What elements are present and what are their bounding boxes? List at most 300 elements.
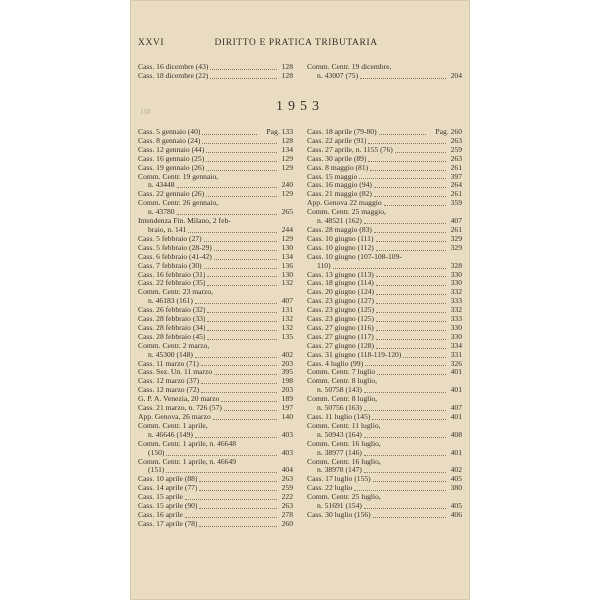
dot-leader — [404, 259, 446, 260]
entry-citation: Cass. 22 febbraio (35) — [138, 279, 206, 288]
dot-leader — [403, 356, 446, 358]
entry-citation: Intendenza Fin. Milano, 2 feb- — [138, 217, 231, 226]
index-entry — [307, 484, 462, 493]
entry-citation: Cass. 12 marzo (37) — [138, 377, 200, 386]
entry-citation: Comm. Centr. 8 luglio, — [307, 377, 378, 386]
index-entry — [307, 72, 462, 81]
dot-leader — [210, 428, 277, 429]
index-entry — [138, 458, 293, 467]
entry-page-number: 403 — [281, 429, 293, 439]
dot-leader — [201, 391, 277, 393]
entry-citation: n. 38978 (147) — [317, 466, 362, 475]
index-entry — [138, 128, 293, 137]
top-right-column — [307, 63, 462, 81]
dot-leader — [376, 240, 446, 242]
entry-citation: Cass. 16 febbraio (31) — [138, 270, 206, 279]
entry-citation: Cass. 27 giugno (117) — [307, 332, 374, 341]
index-entry — [307, 253, 462, 262]
entry-citation: Cass. 6 febbraio (41-42) — [138, 252, 212, 261]
dot-leader — [207, 275, 277, 277]
entry-page-number: 359 — [450, 198, 462, 208]
entry-citation: Cass. 23 giugno (125) — [307, 315, 375, 324]
dot-leader — [377, 373, 446, 375]
index-entry — [307, 217, 462, 226]
dot-leader — [211, 348, 277, 349]
index-entry — [307, 377, 462, 386]
dot-leader — [214, 249, 277, 251]
index-entry — [138, 63, 293, 72]
dot-leader — [373, 480, 446, 482]
entry-citation: n. 43007 (75) — [317, 71, 359, 80]
entry-page-number: 263 — [450, 153, 462, 163]
entry-citation: Cass. 4 luglio (99) — [307, 359, 364, 368]
dot-leader — [368, 160, 446, 162]
entry-page-number: Pag. 133 — [266, 127, 293, 136]
entry-citation: Comm. Centr. 25 luglio, — [307, 493, 381, 502]
entry-citation: n. 46646 (149) — [148, 430, 193, 439]
entry-citation: Cass. 18 dicembre (22) — [138, 71, 209, 80]
index-entry — [307, 404, 462, 413]
entry-citation: n. 43448 — [148, 181, 175, 190]
entry-citation: Cass. 14 aprile (77) — [138, 484, 198, 493]
index-entry — [307, 440, 462, 449]
entry-citation: Comm. Centr. 25 maggio, — [307, 208, 386, 217]
entry-page-number: 401 — [450, 385, 462, 395]
entry-citation: Cass. 15 aprile (90) — [138, 502, 198, 511]
entry-page-number: 132 — [281, 322, 293, 332]
index-entry — [138, 164, 293, 173]
entry-citation: Cass. 28 febbraio (33) — [138, 315, 206, 324]
entry-citation: Cass. 16 gennaio (25) — [138, 154, 205, 163]
entry-page-number: 331 — [450, 349, 462, 359]
dot-leader — [376, 311, 446, 313]
entry-page-number: 204 — [450, 70, 462, 80]
entry-citation: App. Genova 22 maggio — [307, 199, 382, 208]
entry-page-number: 197 — [281, 403, 293, 413]
entry-page-number: 263 — [281, 474, 293, 484]
dot-leader — [376, 275, 446, 277]
index-entry — [307, 449, 462, 458]
index-entry — [307, 458, 462, 467]
index-entry — [138, 422, 293, 431]
page-header — [138, 38, 462, 48]
entry-page-number: 240 — [281, 180, 293, 190]
entry-citation: Comm. Centr. 26 gennaio, — [138, 199, 219, 208]
entry-citation: Comm. Centr. 19 gennaio, — [138, 172, 219, 181]
dot-leader — [185, 498, 277, 500]
index-entry — [307, 351, 462, 360]
entry-citation: Cass. 30 aprile (89) — [307, 154, 367, 163]
dot-leader — [206, 195, 277, 197]
entry-citation: Cass. 16 aprile — [138, 510, 183, 519]
index-entry — [307, 279, 462, 288]
entry-citation: Cass. 10 giugno (112) — [307, 243, 374, 252]
dot-leader — [224, 409, 277, 411]
index-entry — [138, 199, 293, 208]
index-entry — [307, 360, 462, 369]
dot-leader — [185, 516, 277, 518]
running-title: DIRITTO E PRATICA TRIBUTARIA — [214, 38, 378, 48]
entry-page-number: 259 — [450, 144, 462, 154]
index-entry — [138, 297, 293, 306]
entry-citation: App. Genova, 26 marzo — [138, 413, 211, 421]
dot-leader — [376, 320, 446, 322]
index-entry — [307, 164, 462, 173]
entry-page-number: 129 — [281, 162, 293, 172]
entry-citation: Cass. 23 giugno (127) — [307, 297, 375, 306]
index-entry — [307, 475, 462, 484]
entry-citation: Comm. Centr. 1 aprile, n. 46649 — [138, 457, 237, 466]
dot-leader — [207, 338, 277, 340]
entry-citation: Comm. Centr. 23 marzo, — [138, 288, 214, 297]
dot-leader — [195, 302, 277, 304]
entry-citation: Cass. 28 febbraio (45) — [138, 332, 206, 341]
dot-leader — [166, 454, 277, 456]
entry-page-number: 401 — [450, 367, 462, 377]
entry-page-number: Pag. 260 — [435, 127, 462, 136]
dot-leader — [376, 338, 446, 340]
dot-leader — [379, 383, 446, 384]
entry-page-number: 129 — [281, 189, 293, 199]
index-entry — [307, 413, 462, 422]
entry-page-number: 401 — [450, 412, 462, 421]
dot-leader — [188, 231, 277, 233]
entry-citation: Cass. 15 aprile — [138, 493, 183, 502]
entry-citation: Cass. 23 giugno (125) — [307, 306, 375, 315]
dot-leader — [368, 142, 446, 144]
entry-citation: Cass. 28 febbraio (34) — [138, 323, 206, 332]
entry-citation: Cass. 22 aprile (91) — [307, 136, 367, 145]
entry-page-number: 330 — [450, 331, 462, 341]
index-entry — [307, 502, 462, 511]
entry-page-number: 134 — [281, 144, 293, 154]
entry-page-number: 198 — [281, 376, 293, 386]
dot-leader — [199, 525, 277, 527]
entry-citation: Comm. Centr. 16 luglio, — [307, 457, 381, 466]
dot-leader — [199, 480, 277, 482]
entry-page-number: 130 — [281, 242, 293, 252]
index-entry — [307, 235, 462, 244]
entry-citation: Cass. 18 giugno (114) — [307, 279, 374, 288]
index-entry — [138, 155, 293, 164]
margin-mark: 150 — [140, 108, 151, 116]
entry-page-number: 130 — [281, 269, 293, 279]
entry-citation: G. P. A. Venezia, 20 marzo — [138, 395, 220, 404]
entry-citation: Comm. Centr. 16 luglio, — [307, 439, 381, 448]
index-entry — [138, 342, 293, 351]
entry-page-number: 329 — [450, 233, 462, 243]
entry-citation: Cass. 27 giugno (116) — [307, 323, 374, 332]
index-entry — [307, 208, 462, 217]
entry-citation: Cass. 5 febbraio (28-29) — [138, 243, 212, 252]
dot-leader — [376, 329, 446, 331]
entry-citation: Cass. 5 febbraio (27) — [138, 234, 202, 243]
book-page — [130, 0, 470, 600]
entry-page-number: 132 — [281, 314, 293, 324]
entry-citation: Cass. 21 marzo, n. 726 (57) — [138, 404, 222, 413]
entry-citation: Cass. 7 febbraio (30) — [138, 261, 202, 270]
entry-page-number: 128 — [281, 70, 293, 80]
entry-page-number: 397 — [450, 171, 462, 181]
entry-citation: Comm. Centr. 19 dicembre, — [307, 63, 392, 71]
entry-citation: Cass. 30 luglio (156) — [307, 510, 371, 519]
dot-leader — [376, 347, 446, 349]
dot-leader — [207, 320, 277, 322]
dot-leader — [376, 293, 446, 295]
dot-leader — [195, 436, 277, 438]
entry-citation: Cass. 10 giugno (111) — [307, 234, 374, 243]
entry-citation: Cass. 18 aprile (79-80) — [307, 128, 377, 136]
entry-page-number: 128 — [281, 135, 293, 145]
index-entry — [138, 181, 293, 190]
dot-leader — [238, 463, 277, 464]
entry-page-number: 134 — [281, 251, 293, 261]
dot-leader — [213, 418, 277, 420]
entry-page-number: 259 — [281, 483, 293, 493]
dot-leader — [177, 186, 277, 188]
entry-citation: Cass. 21 maggio (82) — [307, 190, 372, 199]
index-entry — [138, 244, 293, 253]
left-index-column — [138, 128, 293, 529]
entry-page-number: 330 — [450, 278, 462, 288]
entry-page-number: 222 — [281, 492, 293, 502]
dot-leader — [204, 267, 277, 269]
dot-leader — [383, 428, 446, 429]
index-entry — [307, 155, 462, 164]
entry-page-number: 333 — [450, 296, 462, 306]
right-index-column — [307, 128, 462, 529]
index-entry — [307, 288, 462, 297]
dot-leader — [206, 151, 277, 153]
index-entry — [138, 413, 293, 422]
dot-leader — [210, 77, 277, 79]
entry-citation: Comm. Centr. 1 aprile, — [138, 421, 208, 430]
dot-leader — [220, 205, 277, 206]
index-entry — [138, 475, 293, 484]
index-entry — [138, 217, 293, 226]
index-entry — [307, 306, 462, 315]
entry-page-number: 405 — [450, 501, 462, 511]
entry-citation: n. 48521 (162) — [317, 217, 362, 226]
index-entry — [138, 137, 293, 146]
entry-page-number: 395 — [281, 367, 293, 377]
dot-leader — [364, 391, 446, 393]
dot-leader — [374, 231, 446, 233]
entry-citation: n. 51691 (154) — [317, 502, 362, 511]
entry-citation: Cass. 10 giugno (107-108-109- — [307, 252, 402, 261]
index-entry — [138, 351, 293, 360]
entry-page-number: 244 — [281, 224, 293, 234]
entry-citation: Cass. 5 gennaio (40) — [138, 128, 201, 136]
entry-citation: Cass. 16 maggio (94) — [307, 181, 372, 190]
entry-page-number: 265 — [281, 207, 293, 217]
index-entry — [138, 360, 293, 369]
dot-leader — [206, 169, 277, 171]
entry-page-number: 129 — [281, 153, 293, 163]
entry-citation: Cass. 13 giugno (113) — [307, 270, 374, 279]
dot-leader — [376, 249, 446, 251]
index-entry — [138, 520, 293, 529]
index-entry — [138, 279, 293, 288]
dot-leader — [195, 356, 277, 358]
entry-page-number: 326 — [450, 358, 462, 368]
index-entry — [307, 422, 462, 431]
entry-citation: Cass. 10 aprile (88) — [138, 475, 198, 484]
index-entry — [307, 199, 462, 208]
index-entry — [307, 493, 462, 502]
entry-citation: Cass. 17 luglio (155) — [307, 475, 371, 484]
entry-page-number: 261 — [450, 224, 462, 234]
dot-leader — [383, 499, 446, 500]
dot-leader — [166, 471, 277, 473]
dot-leader — [199, 507, 277, 509]
dot-leader — [372, 418, 446, 420]
index-entry — [138, 315, 293, 324]
top-left-column — [138, 63, 293, 81]
index-entry — [307, 226, 462, 235]
entry-page-number: 408 — [450, 429, 462, 439]
entry-page-number: 406 — [450, 509, 462, 519]
entry-citation: Cass. 16 dicembre (43) — [138, 63, 209, 71]
entry-citation: Cass. 22 luglio — [307, 484, 353, 493]
entry-citation: Cass. 31 giugno (118-119-120) — [307, 350, 402, 359]
dot-leader — [395, 151, 446, 153]
entry-page-number: 333 — [450, 314, 462, 324]
index-entry — [307, 324, 462, 333]
entry-page-number: 334 — [450, 340, 462, 350]
index-entry — [307, 271, 462, 280]
entry-citation: n. 50756 (163) — [317, 404, 362, 413]
dot-leader — [214, 258, 277, 260]
entry-page-number: 261 — [450, 162, 462, 172]
entry-citation: Comm. Centr. 11 luglio, — [307, 421, 381, 430]
index-entry — [138, 431, 293, 440]
index-entry — [307, 466, 462, 475]
entry-citation: Cass. 12 gennaio (44) — [138, 145, 205, 154]
entry-page-number: 140 — [281, 412, 293, 421]
dot-leader — [238, 446, 277, 447]
entry-page-number: 330 — [450, 269, 462, 279]
dot-leader — [374, 195, 446, 197]
index-entry — [307, 173, 462, 182]
entry-page-number: 380 — [450, 483, 462, 493]
entry-page-number: 203 — [281, 358, 293, 368]
entry-page-number: 328 — [450, 260, 462, 270]
entry-page-number: 407 — [450, 216, 462, 226]
index-entry — [138, 466, 293, 475]
index-entry — [138, 190, 293, 199]
dot-leader — [214, 373, 277, 375]
index-entry — [138, 395, 293, 404]
dot-leader — [374, 186, 446, 188]
entry-page-number: 129 — [281, 233, 293, 243]
entry-citation: Cass. 28 maggio (83) — [307, 225, 372, 234]
index-entry — [138, 262, 293, 271]
dot-leader — [354, 489, 446, 491]
index-entry — [138, 271, 293, 280]
entry-page-number: 136 — [281, 260, 293, 270]
dot-leader — [376, 302, 446, 304]
entry-page-number: 264 — [450, 180, 462, 190]
entry-citation: Cass. 17 aprile (78) — [138, 519, 198, 528]
index-entry — [307, 333, 462, 342]
dot-leader — [207, 329, 277, 331]
entry-citation: Cass. 22 gennaio (26) — [138, 190, 205, 199]
entry-page-number: 330 — [450, 322, 462, 332]
dot-leader — [201, 364, 277, 366]
index-entry — [307, 244, 462, 253]
dot-leader — [215, 294, 277, 295]
dot-leader — [365, 364, 446, 366]
dot-leader — [379, 401, 446, 402]
entry-page-number: 402 — [450, 465, 462, 475]
index-entry — [138, 253, 293, 262]
entry-page-number: 401 — [450, 447, 462, 457]
index-entry — [307, 511, 462, 520]
entry-citation: braio, n. 141 — [148, 225, 187, 234]
entry-page-number: 329 — [450, 242, 462, 252]
entry-citation: Cass. 8 gennaio (24) — [138, 136, 201, 145]
entry-page-number: 128 — [281, 62, 293, 71]
index-entry — [307, 368, 462, 377]
index-entry — [307, 137, 462, 146]
entry-citation: Cass. 11 marzo (71) — [138, 359, 199, 368]
entry-page-number: 402 — [281, 349, 293, 359]
entry-citation: Cass. 27 giugno (128) — [307, 341, 375, 350]
index-columns — [138, 128, 462, 529]
dot-leader — [206, 160, 277, 162]
dot-leader — [359, 177, 446, 179]
dot-leader — [364, 454, 446, 456]
entry-citation: Cass. 26 febbraio (32) — [138, 306, 206, 315]
dot-leader — [220, 178, 277, 179]
dot-leader — [202, 142, 277, 144]
entry-citation: 110) — [317, 261, 331, 270]
index-entry — [307, 190, 462, 199]
index-entry — [138, 333, 293, 342]
index-entry — [307, 181, 462, 190]
dot-leader — [207, 284, 277, 286]
entry-page-number: 405 — [450, 474, 462, 484]
index-entry — [138, 173, 293, 182]
index-entry — [307, 128, 462, 137]
index-entry — [307, 297, 462, 306]
index-entry — [307, 63, 462, 72]
dot-leader — [364, 222, 446, 224]
entry-citation: Comm. Centr. 2 marzo, — [138, 341, 210, 350]
index-entry — [138, 511, 293, 520]
dot-leader — [393, 69, 446, 70]
entry-citation: Cass. 19 gennaio (26) — [138, 163, 205, 172]
entry-page-number: 278 — [281, 509, 293, 519]
entry-page-number: 203 — [281, 385, 293, 395]
index-entry — [138, 484, 293, 493]
entry-page-number: 407 — [450, 403, 462, 413]
index-entry — [307, 262, 462, 271]
index-entry — [138, 226, 293, 235]
entry-page-number: 404 — [281, 465, 293, 475]
entry-page-number: 403 — [281, 447, 293, 457]
entry-citation: (151) — [148, 466, 165, 475]
dot-leader — [383, 446, 446, 447]
index-entry — [138, 324, 293, 333]
entry-page-number: 260 — [281, 518, 293, 528]
entry-page-number: 131 — [281, 305, 293, 315]
index-entry — [307, 146, 462, 155]
index-entry — [138, 288, 293, 297]
entry-citation: Cass. 27 aprile, n. 1155 (76) — [307, 145, 393, 154]
entry-citation: Cass. Sez. Un. 11 marzo — [138, 368, 213, 377]
